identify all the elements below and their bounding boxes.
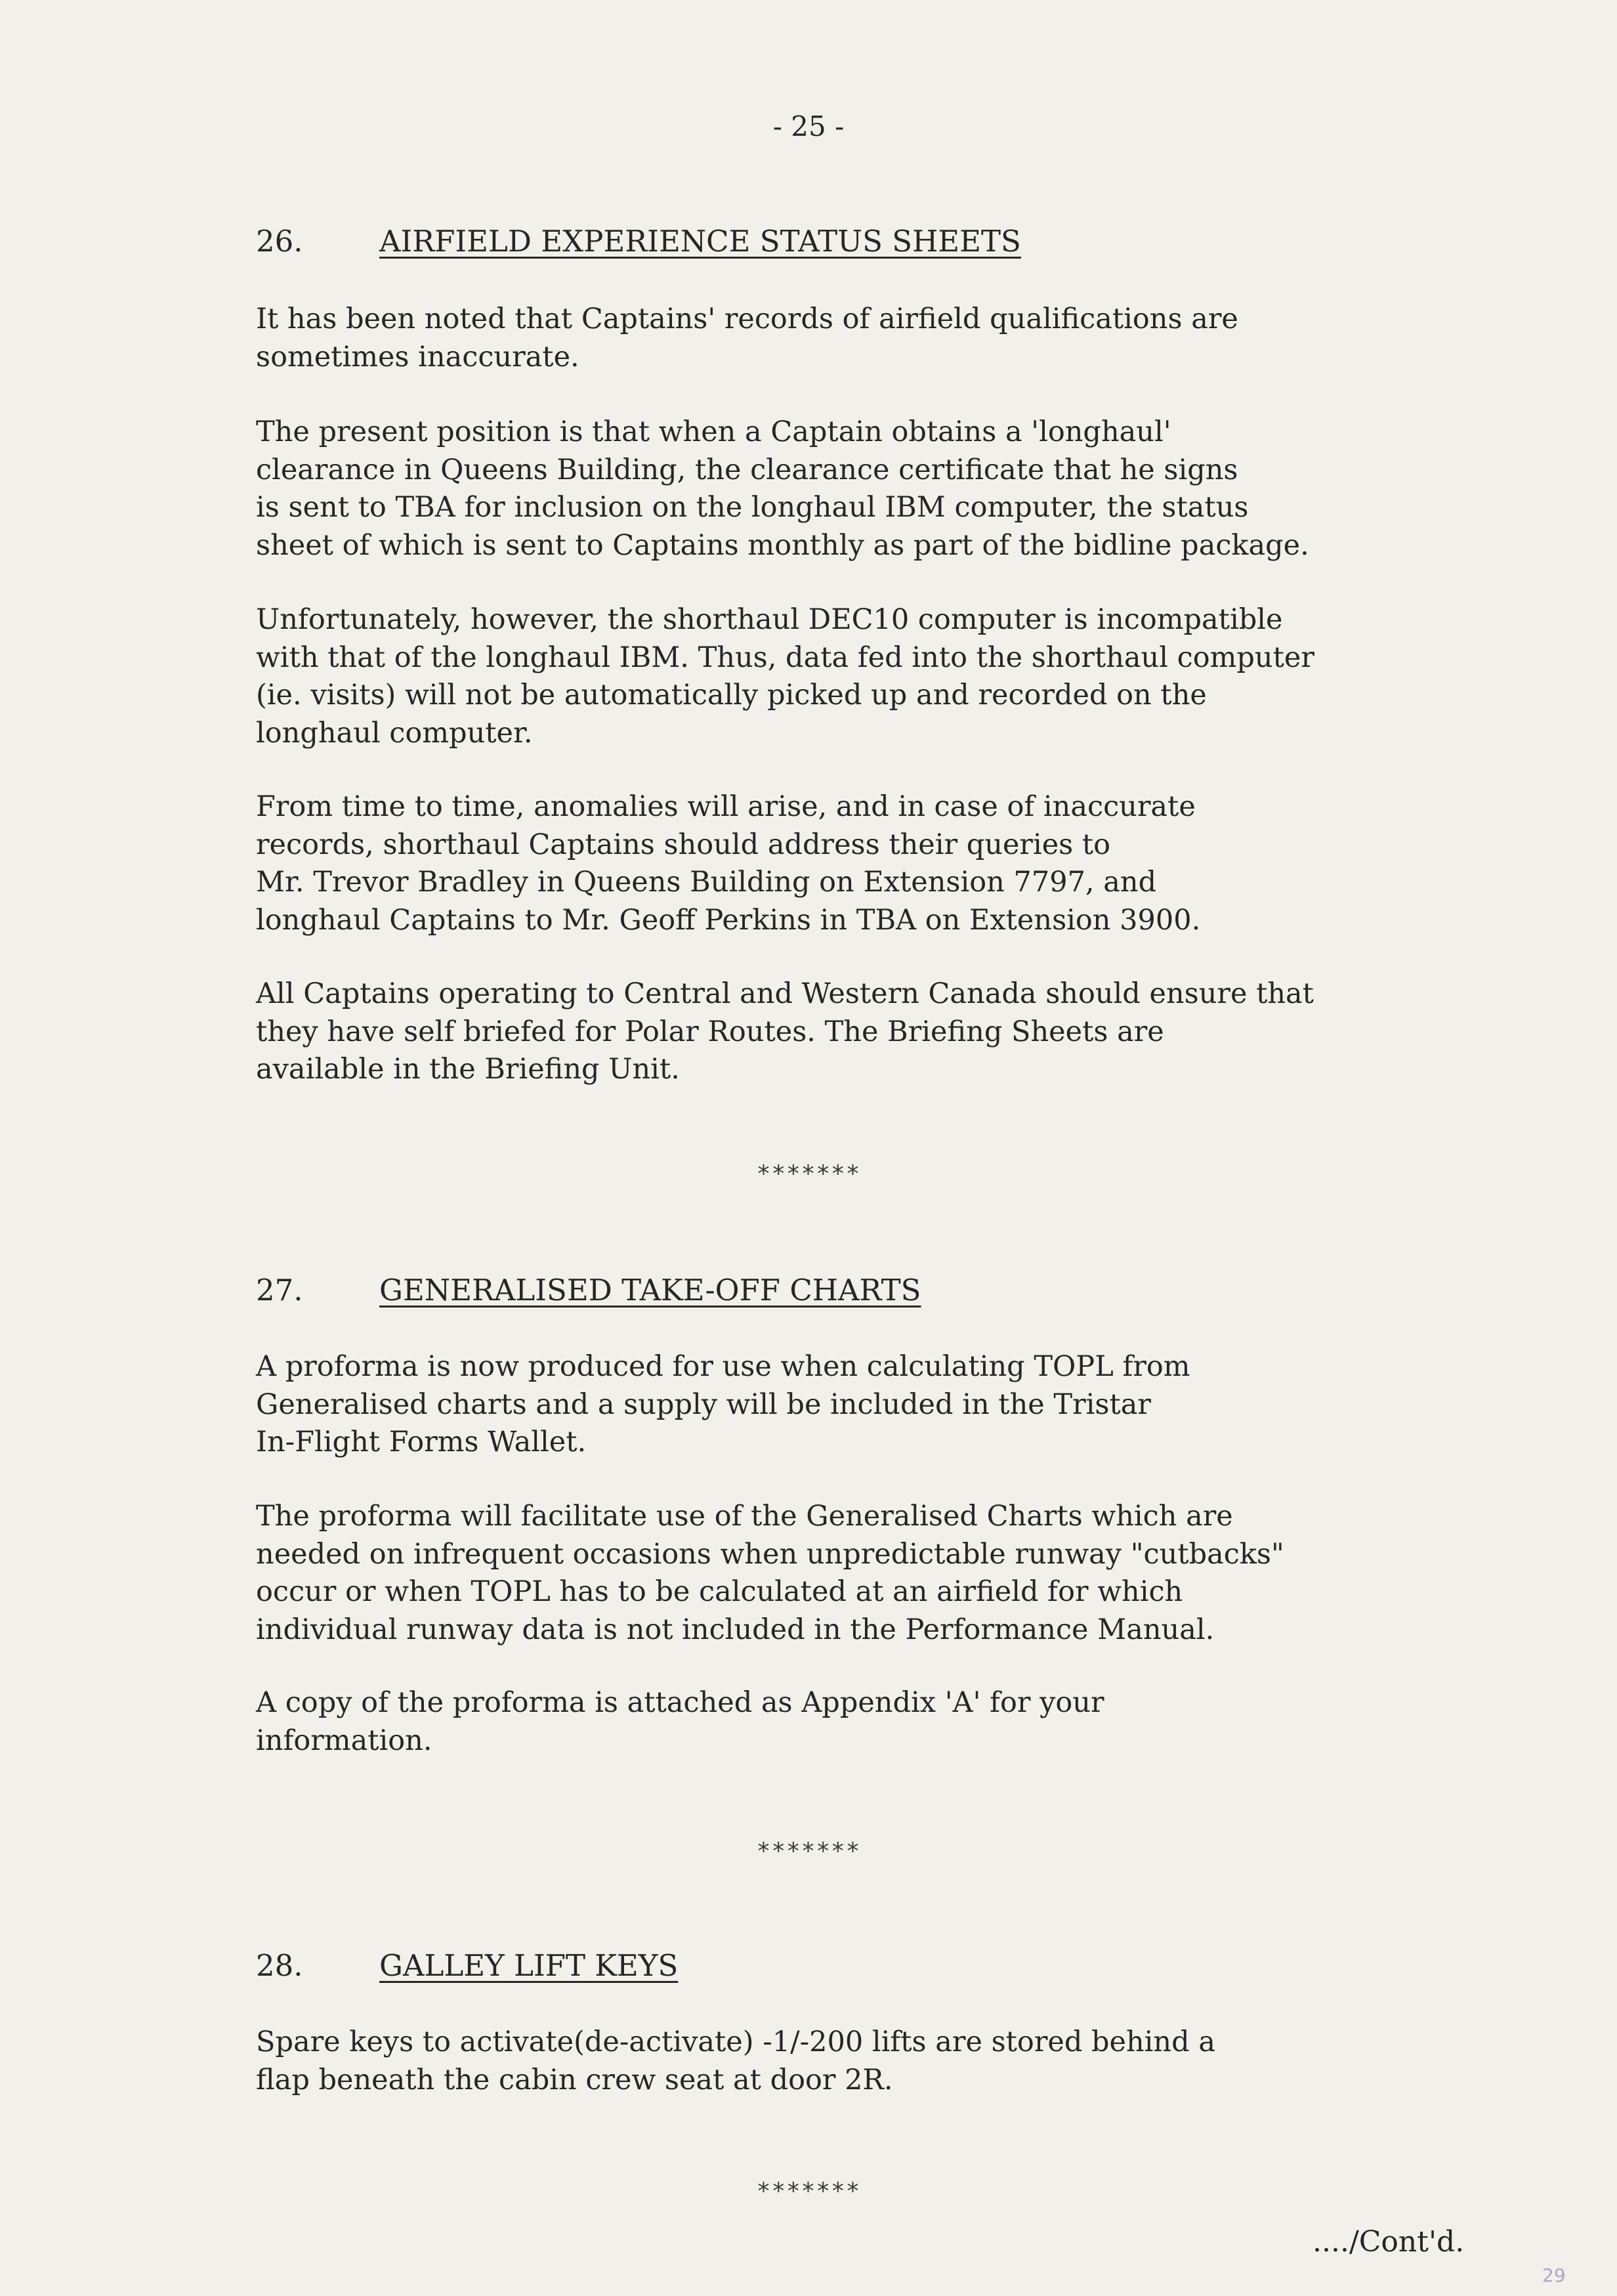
text-line: they have self briefed for Polar Routes. The Briefing Sheets are	[256, 1015, 1164, 1048]
text-line: is sent to TBA for inclusion on the longhaul IBM computer, the status	[256, 491, 1249, 524]
text-line: information.	[256, 1724, 432, 1757]
section-26-heading	[256, 223, 1021, 260]
paragraph	[256, 1498, 1284, 1649]
text-line: longhaul computer.	[256, 716, 533, 750]
section-number: 26.	[256, 224, 303, 259]
section-divider: *******	[756, 1838, 861, 1865]
text-line: The proforma will facilitate use of the Generalised Charts which are	[256, 1500, 1233, 1533]
section-number: 28.	[256, 1948, 303, 1983]
text-line: The present position is that when a Captain obtains a 'longhaul'	[256, 415, 1171, 448]
paragraph	[256, 975, 1314, 1089]
text-line: occur or when TOPL has to be calculated at an airfield for which	[256, 1575, 1183, 1608]
page-number: - 25 -	[772, 110, 845, 142]
text-line: In-Flight Forms Wallet.	[256, 1426, 587, 1458]
paragraph	[256, 788, 1200, 939]
section-28-heading	[256, 1947, 678, 1984]
text-line: A proforma is now produced for use when calculating TOPL from	[256, 1350, 1190, 1383]
paragraph	[256, 2024, 1215, 2099]
text-line: It has been noted that Captains' records of airfield qualifications are	[256, 303, 1238, 335]
text-line: Unfortunately, however, the shorthaul DEC10 computer is incompatible	[256, 603, 1283, 636]
section-27-heading	[256, 1272, 921, 1309]
text-line: sheet of which is sent to Captains monthly as part of the bidline package.	[256, 528, 1309, 562]
section-number: 27.	[256, 1273, 303, 1307]
text-line: Mr. Trevor Bradley in Queens Building on Extension 7797, and	[256, 866, 1157, 899]
text-line: sometimes inaccurate.	[256, 340, 579, 373]
text-line: individual runway data is not included in the Performance Manual.	[256, 1613, 1215, 1646]
text-line: Spare keys to activate(de-activate) -1/-200 lifts are stored behind a	[256, 2026, 1215, 2058]
paragraph	[256, 1684, 1104, 1760]
paragraph	[256, 414, 1309, 564]
section-title: AIRFIELD EXPERIENCE STATUS SHEETS	[379, 224, 1021, 259]
text-line: needed on infrequent occasions when unpredictable runway "cutbacks"	[256, 1537, 1284, 1571]
paragraph	[256, 601, 1314, 752]
text-line: clearance in Queens Building, the clearance certificate that he signs	[256, 453, 1238, 486]
text-line: A copy of the proforma is attached as Appendix 'A' for your	[256, 1686, 1104, 1719]
text-line: (ie. visits) will not be automatically picked up and recorded on the	[256, 679, 1207, 712]
text-line: Generalised charts and a supply will be included in the Tristar	[256, 1388, 1151, 1421]
paragraph	[256, 1348, 1190, 1462]
continued-marker: ..../Cont'd.	[1312, 2225, 1465, 2259]
text-line: records, shorthaul Captains should address their queries to	[256, 828, 1111, 861]
section-title: GALLEY LIFT KEYS	[379, 1948, 679, 1983]
section-divider: *******	[756, 1160, 861, 1187]
text-line: All Captains operating to Central and Western Canada should ensure that	[256, 977, 1314, 1010]
paragraph	[256, 301, 1238, 376]
section-title: GENERALISED TAKE-OFF CHARTS	[379, 1273, 921, 1307]
text-line: longhaul Captains to Mr. Geoff Perkins in TBA on Extension 3900.	[256, 903, 1201, 937]
text-line: From time to time, anomalies will arise, and in case of inaccurate	[256, 790, 1196, 823]
page-mark: 29	[1542, 2264, 1566, 2286]
text-line: with that of the longhaul IBM. Thus, data fed into the shorthaul computer	[256, 641, 1314, 674]
text-line: available in the Briefing Unit.	[256, 1053, 680, 1086]
text-line: flap beneath the cabin crew seat at door 2R.	[256, 2063, 893, 2096]
section-divider: *******	[756, 2178, 861, 2205]
